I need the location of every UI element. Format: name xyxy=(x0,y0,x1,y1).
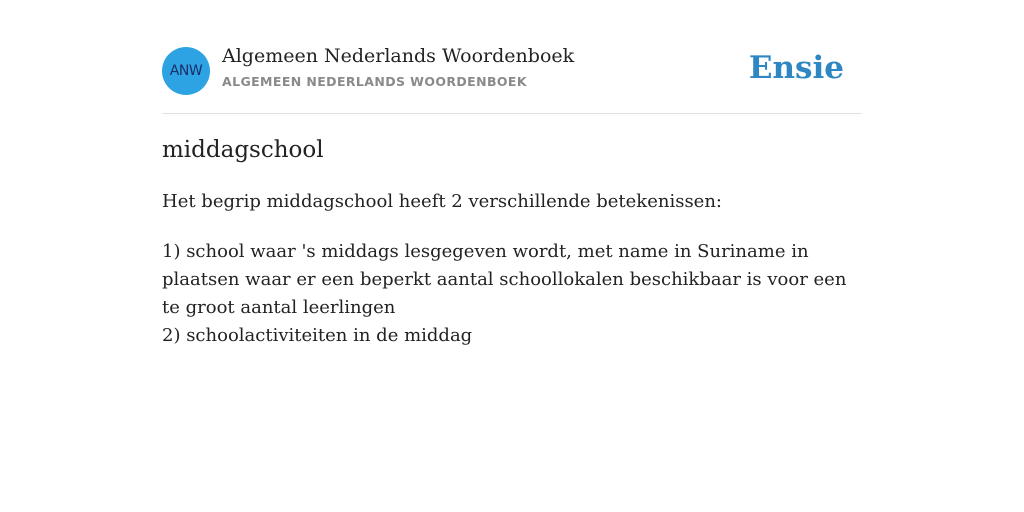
ensie-brand-logo[interactable]: Ensie xyxy=(748,50,844,86)
entry-intro: Het begrip middagschool heeft 2 verschillende betekenissen: xyxy=(162,191,722,212)
logo-text: ANW xyxy=(169,63,203,79)
entry-card xyxy=(162,0,862,346)
source-header xyxy=(162,0,862,114)
source-title[interactable]: Algemeen Nederlands Woordenboek xyxy=(222,45,575,67)
entry-term: middagschool xyxy=(162,137,324,163)
anw-logo[interactable] xyxy=(162,47,210,95)
definition-item: 2) schoolactiviteiten in de middag xyxy=(162,325,473,346)
definition-item: 1) school waar 's middags lesgegeven wordt, met name in Suriname in plaatsen waar er een beperkt aantal schoollokalen beschikbaar is voor een te groot aantal leerlingen xyxy=(162,241,847,318)
source-subtitle: ALGEMEEN NEDERLANDS WOORDENBOEK xyxy=(222,74,527,89)
definition-list xyxy=(162,238,862,350)
